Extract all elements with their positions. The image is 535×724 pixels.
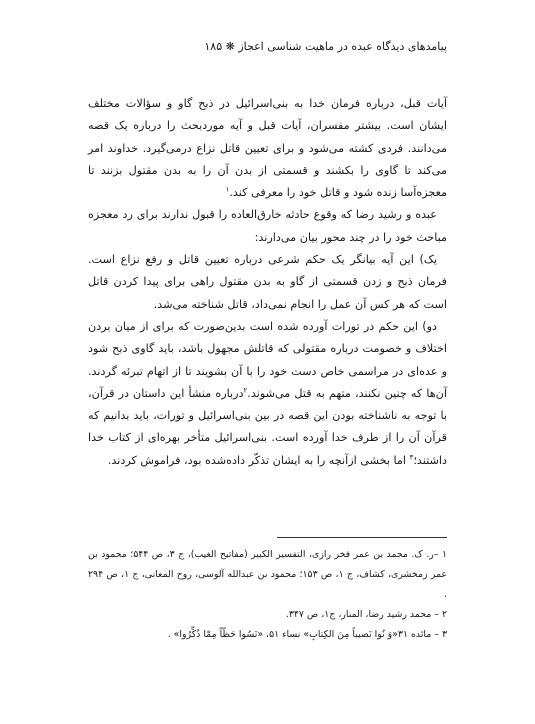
- paragraph-3-text: یک) این آیه بیانگر یک حکم شرعی درباره تعیین قاتل و رفع نزاع است. فرمان ذبح و زدن قسمتی از گاو به بدن مقتول راهی برای پیدا کردن قاتل است که هر کس آن عمل را انجام نمی‌داد، قاتل شناخته می‌شد.: [88, 253, 447, 311]
- paragraph-2: [88, 204, 447, 249]
- paragraph-3: [88, 249, 447, 316]
- paragraph-4-text-c: اما بخشی ازآنچه را به ایشان تذکّر داده‌شده بود، فراموش کردند.: [107, 453, 410, 467]
- paragraph-4-text-a: دو) این حکم در تورات آورده شده است بدین‌صورت که برای از میان بردن اختلاف و خصومت درباره مقتولی که قاتلش مجهول باشد، باید گاوی ذبح شود و عده‌ای در مراسمی خاص دست خود را با آن بشویند تا از اتهام تبرئه گردند. آن‌ها که چنین نکنند، متهم به قتل می‌شوند.: [88, 319, 447, 400]
- footnote-divider: [277, 537, 447, 538]
- paragraph-4-text-b: درباره منشأ این داستان در قرآن، با توجه به ناشناخته بودن این قصه در بین بنی‌اسرائیل و تورات، باید بدانیم که قرآن آن را از طرف خدا آورده است. بنی‌اسرائیل متأخر بهره‌ای از کتاب خدا داشتند؛: [88, 386, 447, 467]
- body-text: [88, 93, 447, 472]
- footnote-3: ۳ – مائده ۳۱«وَ نُوا نَصیباً مِنَ الکِتابِ» نساء ۵۱، «نَسُوا حَظّاً مِمّا ذُکِّرُوا» .: [167, 629, 447, 640]
- footnote-ref-2: ۲: [243, 386, 248, 395]
- footnote-1: ۱ –ر. ک. محمد بن عمر فخر رازی، التفسیر الکبیر (مفاتیح الغیب)، ج ۳، ص ۵۴۴؛ محمود بن عمر زمخشری، کشاف، ج ۱، ص ۱۵۳؛ محمود بن عبدالله آلوسی، روح المعانی، ج ۱، ص ۲۹۴ .: [88, 549, 447, 600]
- paragraph-4: [88, 316, 447, 472]
- footnote-ref-3: ۳: [409, 453, 414, 462]
- footnote-ref-1: ۱: [225, 185, 230, 194]
- paragraph-1: [88, 93, 447, 204]
- running-header: پیامدهای دیدگاه عبده در ماهیت شناسی اعجاز ❋ ۱۸۵: [204, 40, 447, 53]
- footnote-2: ۲ – محمد رشید رضا، المنار، ج۱، ص ۳۴۷.: [285, 609, 447, 620]
- paragraph-2-text: عبده و رشید رضا که وقوع حادثه خارق‌العاده را قبول ندارند برای رد معجزه مباحث خود را در چند محور بیان می‌دارند:: [88, 208, 447, 244]
- paragraph-1-text: آیات قبل، درباره فرمان خدا به بنی‌اسرائیل در ذبح گاو و سؤالات مختلف ایشان است. بیشتر مفسران، آیات قبل و آیه موردبحث را درباره یک قصه می‌دانند. فردی کشته می‌شود و برای تعیین قاتل نزاع درمی‌گیرد. خداوند امر می‌کند تا گاوی را بکشند و قسمتی از بدن آن را به بدن مقتول بزنند تا معجزه‌آسا زنده شود و قاتل خود را معرفی کند.: [88, 97, 447, 200]
- footnotes: [88, 545, 447, 645]
